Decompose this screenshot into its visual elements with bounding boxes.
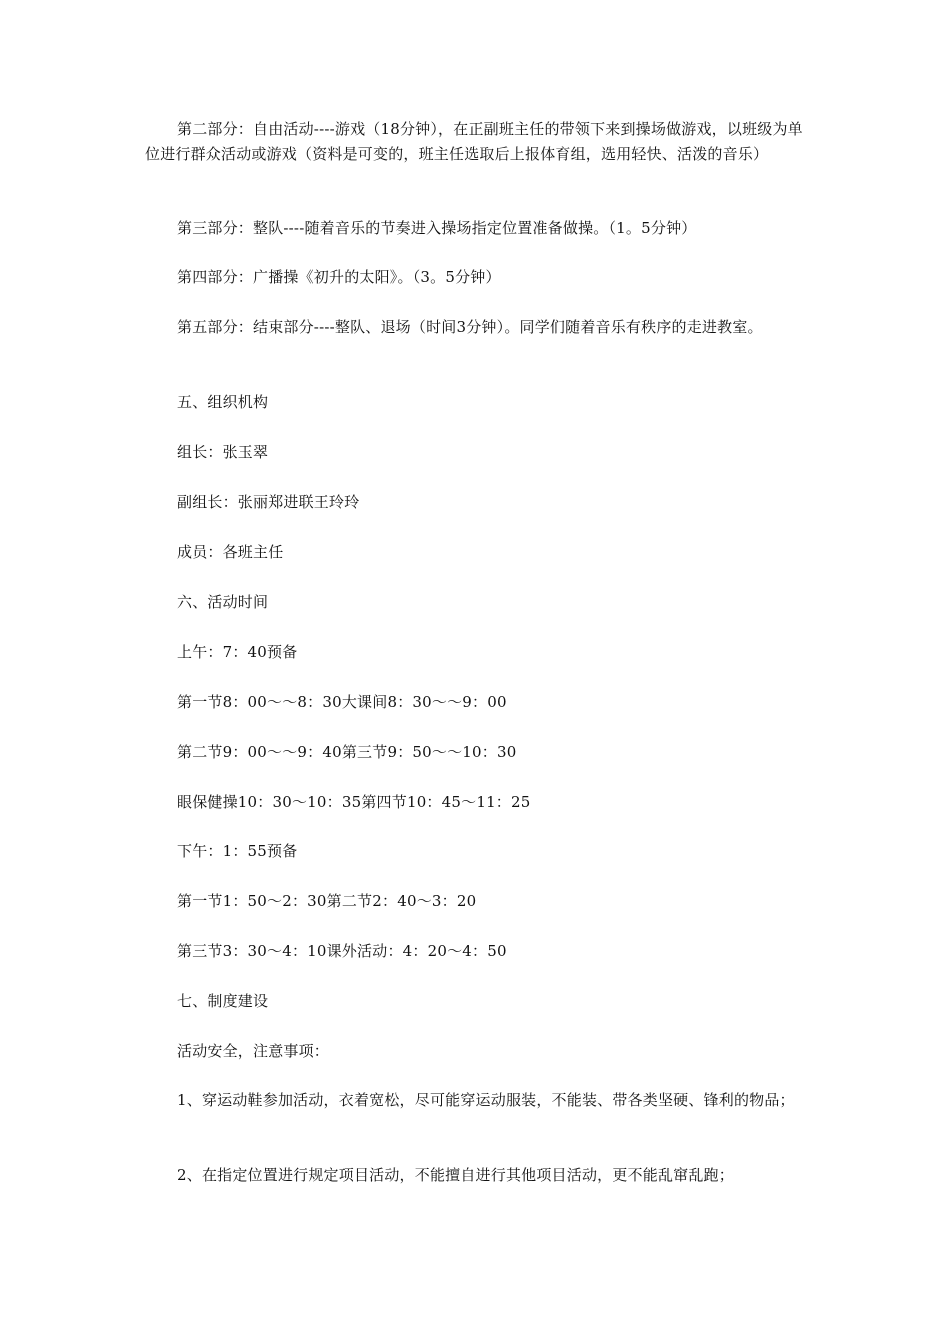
heading-organization: 五、组织机构	[177, 393, 269, 411]
paragraph-morning-prep: 上午：7：40预备	[177, 643, 298, 661]
paragraph-schedule-5: 第三节3：30～4：10课外活动：4：20～4：50	[177, 942, 507, 960]
paragraph-safety-item-1: 1、穿运动鞋参加活动，衣着宽松，尽可能穿运动服装，不能装、带各类坚硬、锋利的物品；	[177, 1091, 795, 1109]
paragraph-deputy-leader: 副组长：张丽郑进联王玲玲	[177, 493, 360, 511]
heading-system-building: 七、制度建设	[177, 992, 269, 1010]
paragraph-schedule-2: 第二节9：00～～9：40第三节9：50～～10：30	[177, 743, 517, 761]
paragraph-part-four: 第四部分：广播操《初升的太阳》。（3。5分钟）	[177, 268, 501, 286]
paragraph-members: 成员：各班主任	[177, 543, 284, 561]
paragraph-part-five: 第五部分：结束部分----整队、退场（时间3分钟）。同学们随着音乐有秩序的走进教室。	[177, 318, 763, 336]
paragraph-safety-intro: 活动安全，注意事项：	[177, 1042, 330, 1060]
paragraph-schedule-4: 第一节1：50～2：30第二节2：40～3：20	[177, 892, 477, 910]
paragraph-afternoon-prep: 下午：1：55预备	[177, 842, 298, 860]
heading-activity-time: 六、活动时间	[177, 593, 269, 611]
paragraph-part-three: 第三部分：整队----随着音乐的节奏进入操场指定位置准备做操。（1。5分钟）	[177, 219, 697, 237]
paragraph-part-two: 第二部分：自由活动----游戏（18分钟），在正副班主任的带领下来到操场做游戏，以班级为单位进行群众活动或游戏（资料是可变的，班主任选取后上报体育组，选用轻快、活泼的音乐）	[145, 120, 803, 163]
paragraph-safety-item-2: 2、在指定位置进行规定项目活动，不能擅自进行其他项目活动，更不能乱窜乱跑；	[177, 1166, 734, 1184]
paragraph-leader: 组长：张玉翠	[177, 443, 269, 461]
paragraph-schedule-1: 第一节8：00～～8：30大课间8：30～～9：00	[177, 693, 507, 711]
paragraph-schedule-3: 眼保健操10：30～10：35第四节10：45～11：25	[177, 793, 531, 811]
